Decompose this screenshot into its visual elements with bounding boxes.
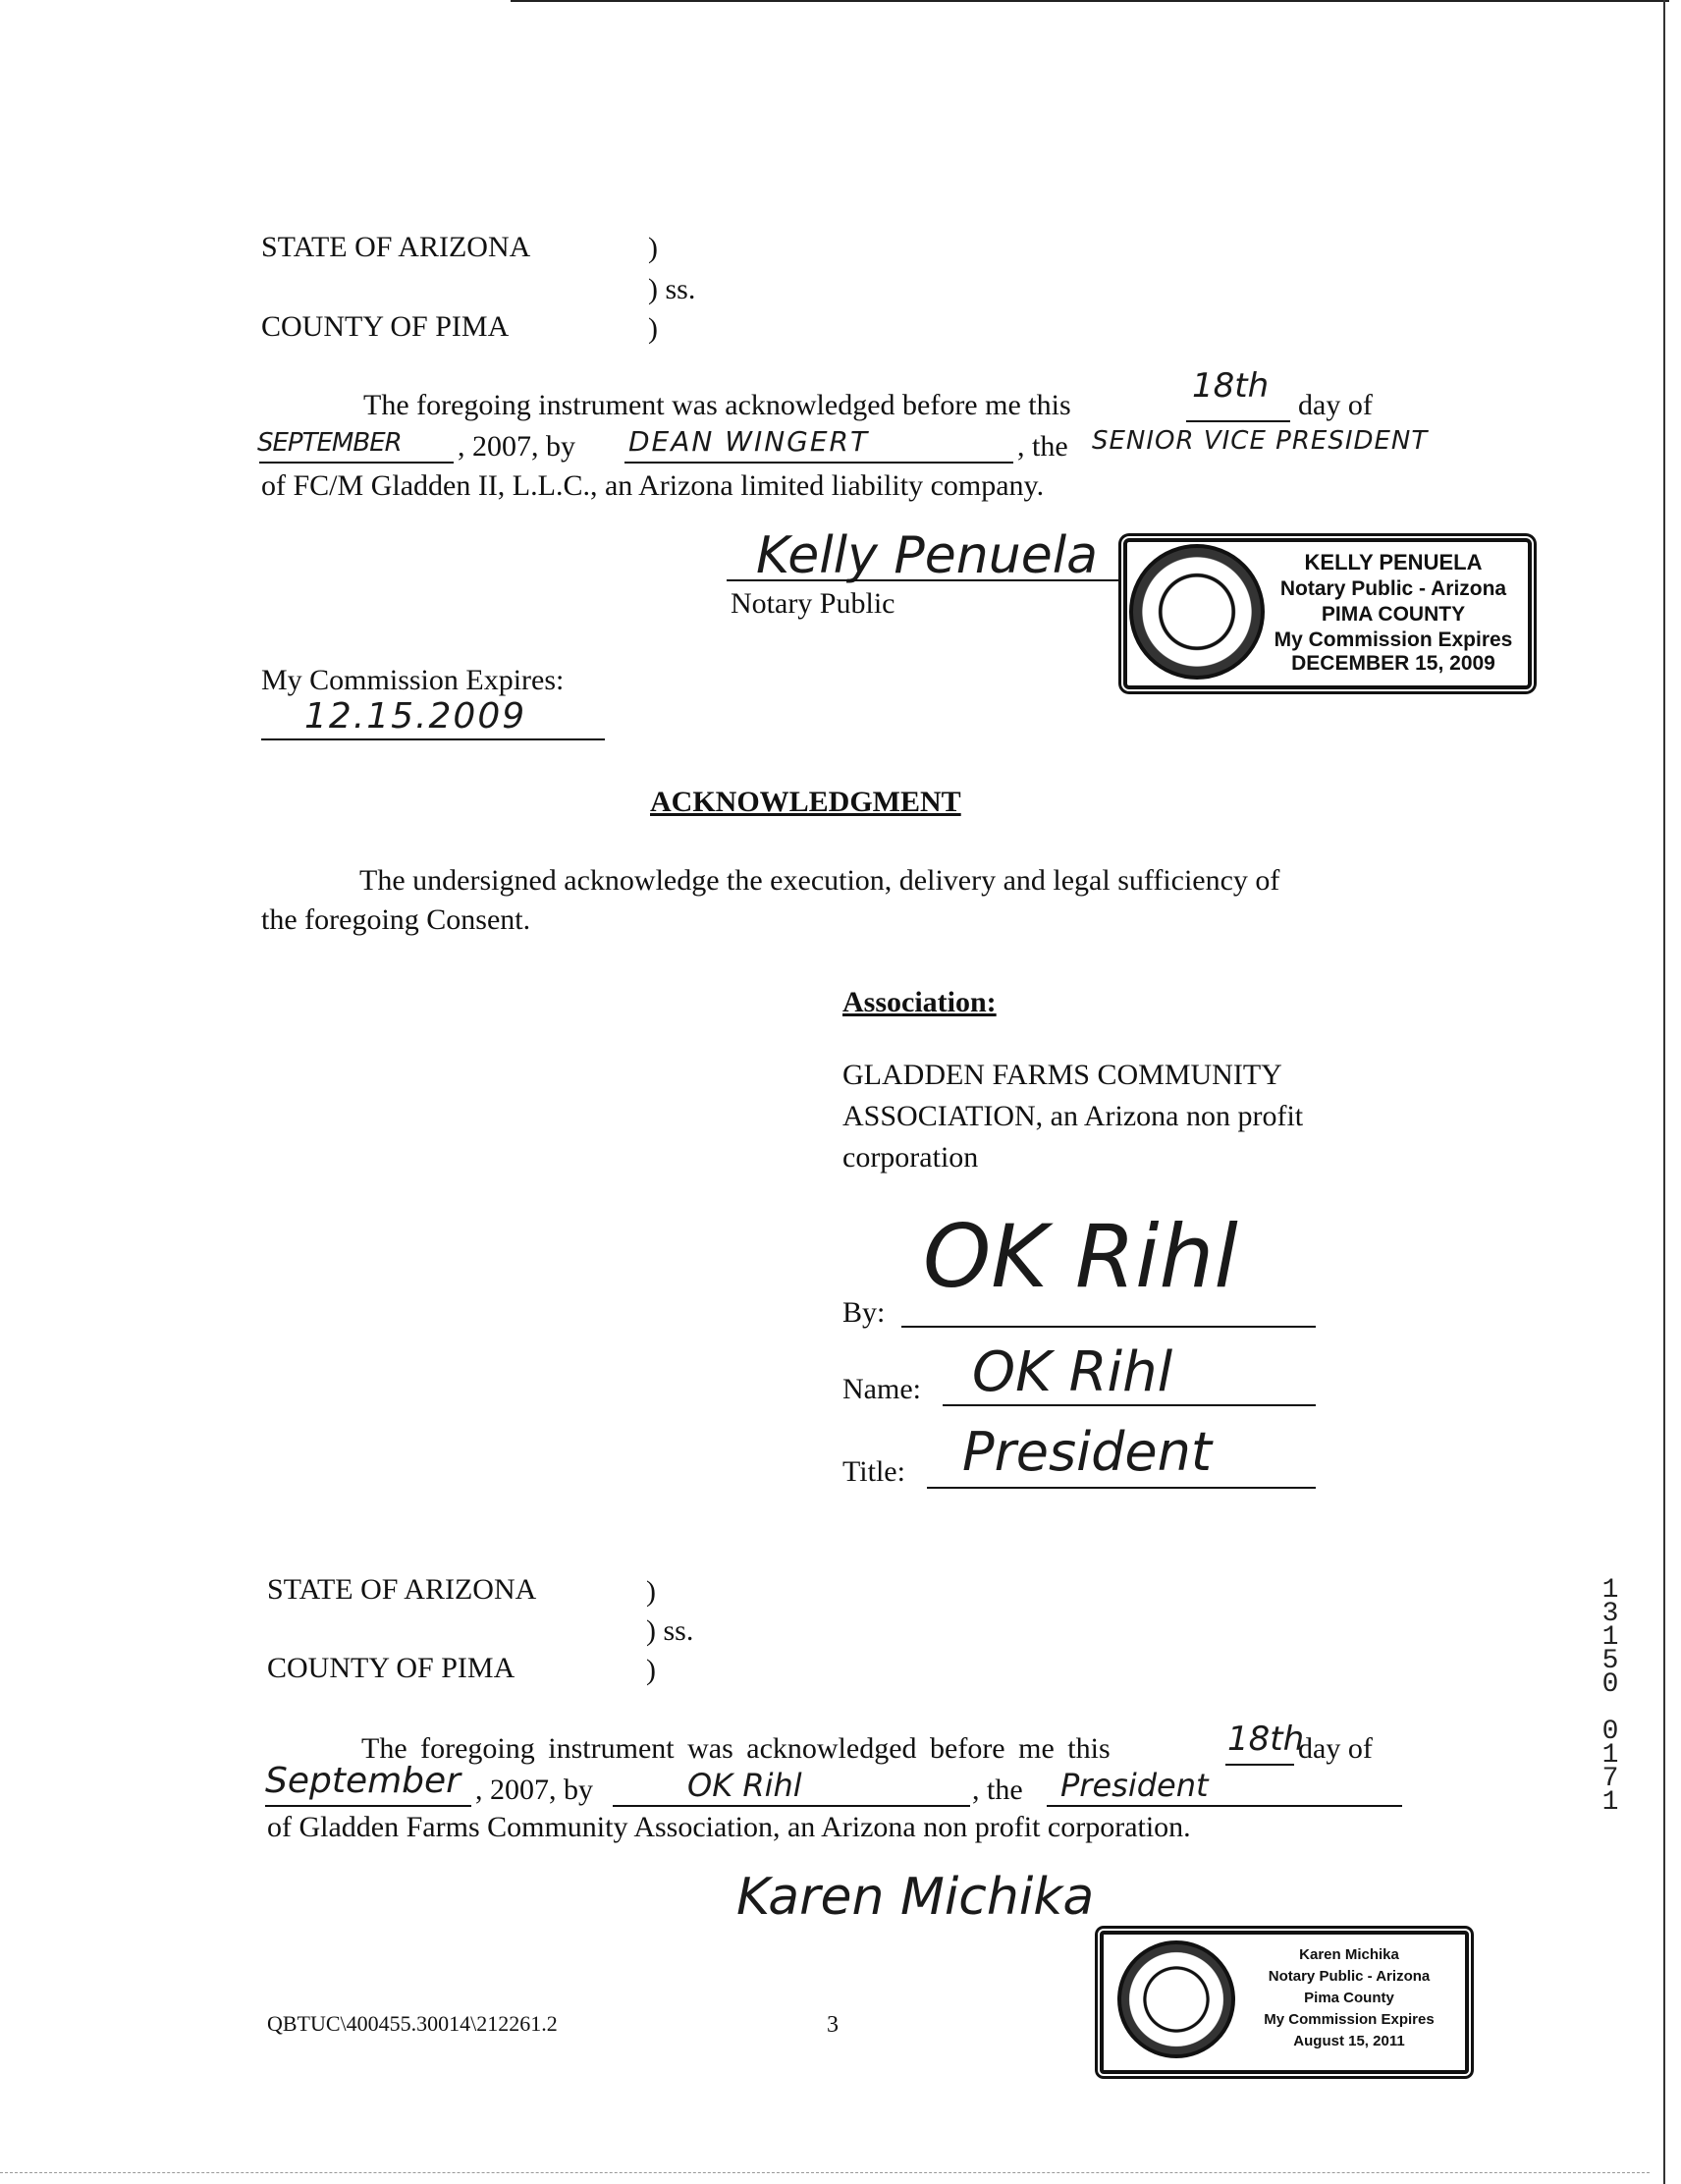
paren: ) [648, 312, 658, 345]
bates-digit: 1 [1601, 1787, 1619, 1818]
state-label: STATE OF ARIZONA [261, 231, 531, 263]
day-handwritten: 18th [1227, 1720, 1305, 1759]
ss-label: ) ss. [648, 273, 696, 305]
scan-right-edge [1663, 0, 1665, 2184]
the-text: , the [1017, 430, 1068, 463]
paren: ) [648, 232, 658, 264]
bates-digit: 1 [1601, 1622, 1619, 1653]
stamp-expires-date: August 15, 2011 [1293, 2033, 1405, 2049]
title-handwritten: President [962, 1421, 1213, 1483]
stamp-name: Karen Michika [1299, 1946, 1399, 1963]
person-handwritten: OK Rihl [687, 1767, 802, 1804]
person-line [613, 1805, 970, 1807]
signature-line [727, 579, 1139, 581]
person-line [624, 462, 1013, 464]
year-text: , 2007, by [475, 1774, 593, 1806]
entity-line2: ASSOCIATION, an Arizona non profit [842, 1100, 1304, 1132]
title-line [927, 1487, 1316, 1489]
entity-line3: corporation [842, 1141, 979, 1174]
stamp-expires-date: DECEMBER 15, 2009 [1291, 652, 1495, 675]
entity-line1: GLADDEN FARMS COMMUNITY [842, 1059, 1282, 1091]
stamp-title: Notary Public - Arizona [1279, 577, 1507, 600]
stamp-expires-label: My Commission Expires [1274, 628, 1513, 651]
bates-digit: 7 [1601, 1764, 1619, 1794]
month-handwritten: September [265, 1761, 461, 1801]
commission-label: My Commission Expires: [261, 664, 565, 696]
ss-label: ) ss. [646, 1614, 694, 1647]
county-label: COUNTY OF PIMA [267, 1652, 515, 1684]
name-line [943, 1404, 1316, 1406]
notary-signature: Karen Michika [736, 1868, 1095, 1927]
by-signature: OK Rihl [923, 1206, 1238, 1307]
title-label: Title: [842, 1455, 905, 1488]
name-handwritten: OK Rihl [972, 1340, 1173, 1404]
ack-line1-pre: The foregoing instrument was acknowledged before me this [363, 389, 1071, 421]
notary-seal-icon [1117, 1940, 1235, 2058]
title-line [1047, 1805, 1402, 1807]
month-line [265, 1805, 471, 1807]
bates-digit: 1 [1601, 1740, 1619, 1771]
stamp-name: KELLY PENUELA [1304, 550, 1483, 574]
title-handwritten: President [1060, 1767, 1209, 1804]
title-handwritten: SENIOR VICE PRESIDENT [1092, 426, 1429, 456]
by-line [901, 1326, 1316, 1328]
association-label: Association: [842, 986, 997, 1018]
year-text: , 2007, by [458, 430, 575, 463]
ack-line1-pre: The foregoing instrument was acknowledged before me this [361, 1732, 1111, 1765]
name-label: Name: [842, 1373, 921, 1405]
month-handwritten: SEPTEMBER [257, 428, 402, 458]
ack-line3: of FC/M Gladden II, L.L.C., an Arizona limited liability company. [261, 469, 1045, 502]
notary-stamp [1100, 1931, 1469, 2074]
acknowledgment-heading: ACKNOWLEDGMENT [650, 786, 961, 818]
scan-top-edge [511, 0, 1669, 2]
bates-digit: 0 [1601, 1669, 1619, 1700]
stamp-county: PIMA COUNTY [1321, 603, 1466, 626]
paren: ) [646, 1654, 656, 1686]
scan-bottom-edge [0, 2172, 1650, 2173]
notary-seal-icon [1129, 544, 1265, 680]
bates-digit: 5 [1601, 1646, 1619, 1676]
ack-line1-post: day of [1298, 1732, 1373, 1765]
bates-number [1599, 1575, 1622, 1818]
notary-signature: Kelly Penuela [756, 526, 1099, 585]
by-label: By: [842, 1296, 886, 1329]
month-line [259, 462, 454, 464]
county-label: COUNTY OF PIMA [261, 310, 510, 343]
notary-public-label: Notary Public [731, 587, 895, 620]
commission-date-line [261, 738, 605, 740]
footer-doc-id: QBTUC\400455.30014\212261.2 [267, 2011, 558, 2036]
day-line [1186, 420, 1290, 422]
paren: ) [646, 1575, 656, 1608]
person-handwritten: DEAN WINGERT [628, 425, 870, 458]
bates-digit: 1 [1601, 1575, 1619, 1606]
stamp-expires-label: My Commission Expires [1264, 2011, 1435, 2028]
stamp-county: Pima County [1304, 1990, 1394, 2006]
day-line [1225, 1764, 1294, 1766]
notary-stamp [1123, 538, 1532, 689]
state-label: STATE OF ARIZONA [267, 1573, 537, 1606]
footer-page-number: 3 [827, 2012, 839, 2038]
bates-digit: 0 [1601, 1717, 1619, 1747]
ack-body-line1: The undersigned acknowledge the execution, delivery and legal sufficiency of [359, 864, 1280, 897]
the-text: , the [972, 1774, 1023, 1806]
stamp-title: Notary Public - Arizona [1268, 1968, 1431, 1985]
ack-body-line2: the foregoing Consent. [261, 903, 531, 936]
commission-date-handwritten: 12.15.2009 [304, 696, 527, 737]
ack-line3: of Gladden Farms Community Association, an Arizona non profit corporation. [267, 1811, 1191, 1843]
bates-digit: 3 [1601, 1599, 1619, 1629]
ack-line1-post: day of [1298, 389, 1373, 421]
day-handwritten: 18th [1192, 366, 1270, 406]
